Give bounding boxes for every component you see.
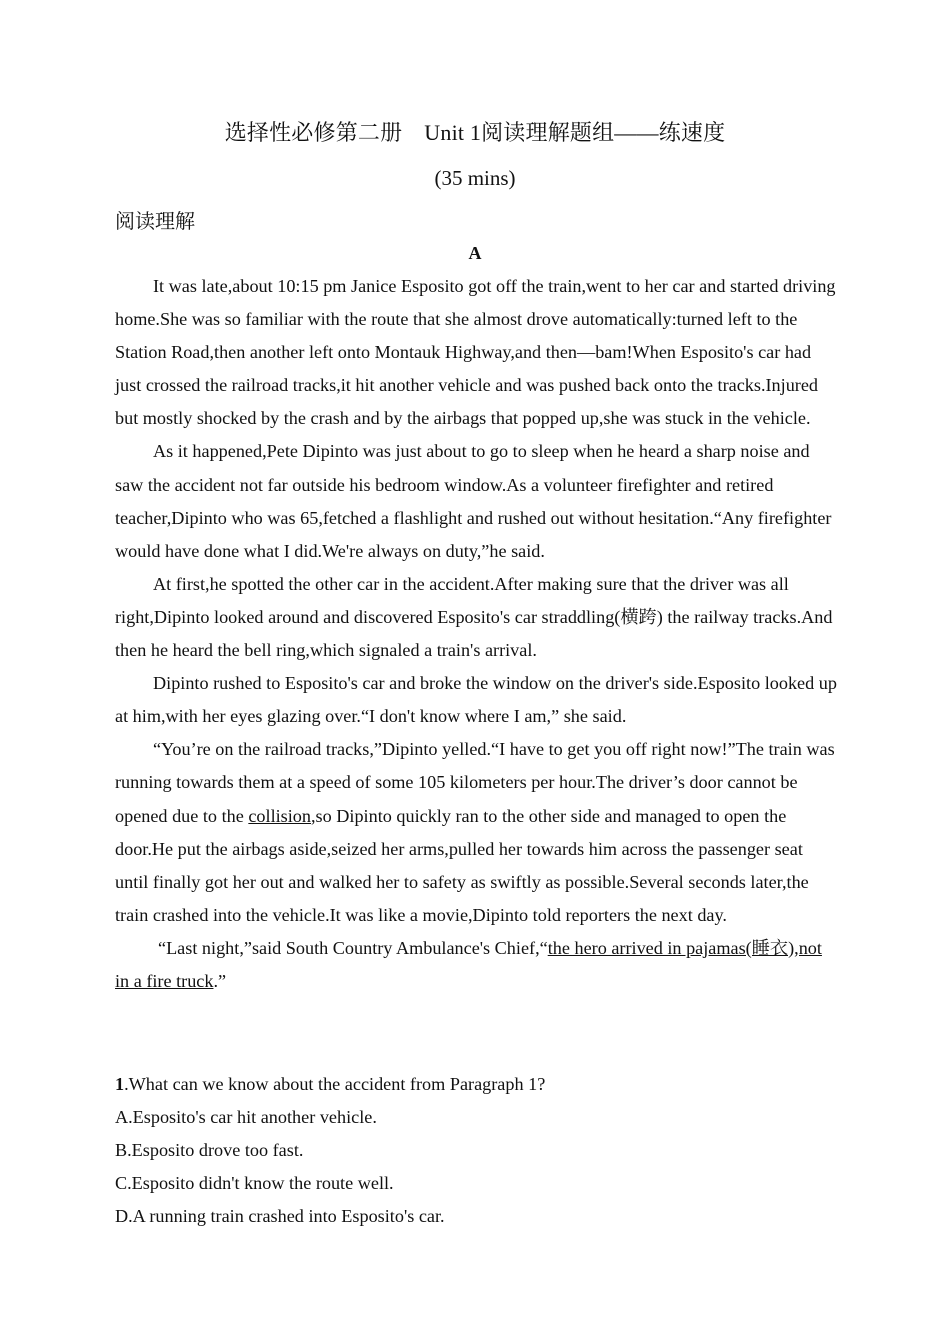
paragraph-2: As it happened,Pete Dipinto was just about to go to sleep when he heard a sharp noise and saw the accident not far outside his bedroom window.As a volunteer firefighter and retired teacher,Dipinto who was 65,fetched a flashlight and rushed out without hesitation.“Any firefighter would have done what I did.We're always on duty,”he said. <box>115 441 832 561</box>
section-heading: 阅读理解 <box>115 209 195 233</box>
paragraph-1: It was late,about 10:15 pm Janice Esposito got off the train,went to her car and started driving home.She was so familiar with the route that she almost drove automatically:turned left to the Station Road,then another left onto Montauk Highway,and then—bam!When Esposito's car had just crossed the railroad tracks,it hit another vehicle and was pushed back onto the tracks.Injured but mostly shocked by the crash and by the airbags that popped up,she was stuck in the vehicle. <box>115 276 836 429</box>
paragraph-3: At first,he spotted the other car in the accident.After making sure that the driver was all right,Dipinto looked around and discovered Esposito's car straddling(横跨) the railway tracks.And then he heard the bell ring,which signaled a train's arrival. <box>115 573 833 661</box>
underlined-phrase-hero: the hero arrived in pajamas(睡衣),not in a fire truck <box>115 937 822 991</box>
document-title <box>0 116 950 147</box>
option-c[interactable]: C.Esposito didn't know the route well. <box>115 1173 394 1194</box>
question-stem: 1.What can we know about the accident from Paragraph 1? <box>115 1074 546 1094</box>
option-b[interactable]: B.Esposito drove too fast. <box>115 1140 304 1161</box>
question-number: 1 <box>115 1074 125 1094</box>
title-unit: Unit 1阅读理解题组——练速度 <box>424 120 726 145</box>
time-limit: (35 mins) <box>434 166 516 190</box>
option-a[interactable]: A.Esposito's car hit another vehicle. <box>115 1107 377 1128</box>
paragraph-5: “You’re on the railroad tracks,”Dipinto yelled.“I have to get you off right now!”The train was running towards them at a speed of some 105 kilometers per hour.The driver’s door cannot be opened due to the collision,so Dipinto quickly ran to the other side and managed to open the door.He put the airbags aside,seized her arms,pulled her towards him across the passenger seat until finally got her out and walked her to safety as swiftly as possible.Several seconds later,the train crashed into the vehicle.It was like a movie,Dipinto told reporters the next day. <box>115 739 835 925</box>
question-block <box>115 1068 837 1233</box>
paragraph-4: Dipinto rushed to Esposito's car and broke the window on the driver's side.Esposito looked up at him,with her eyes glazing over.“I don't know where I am,” she said. <box>115 673 837 727</box>
passage-label: A <box>468 243 482 263</box>
title-book: 选择性必修第二册 <box>224 120 403 145</box>
underlined-word-collision: collision <box>248 805 311 826</box>
passage-body <box>115 270 837 998</box>
paragraph-6: “Last night,”said South Country Ambulance's Chief,“the hero arrived in pajamas(睡衣),not in a fire truck.” <box>115 937 822 991</box>
option-d[interactable]: D.A running train crashed into Esposito's car. <box>115 1206 445 1227</box>
